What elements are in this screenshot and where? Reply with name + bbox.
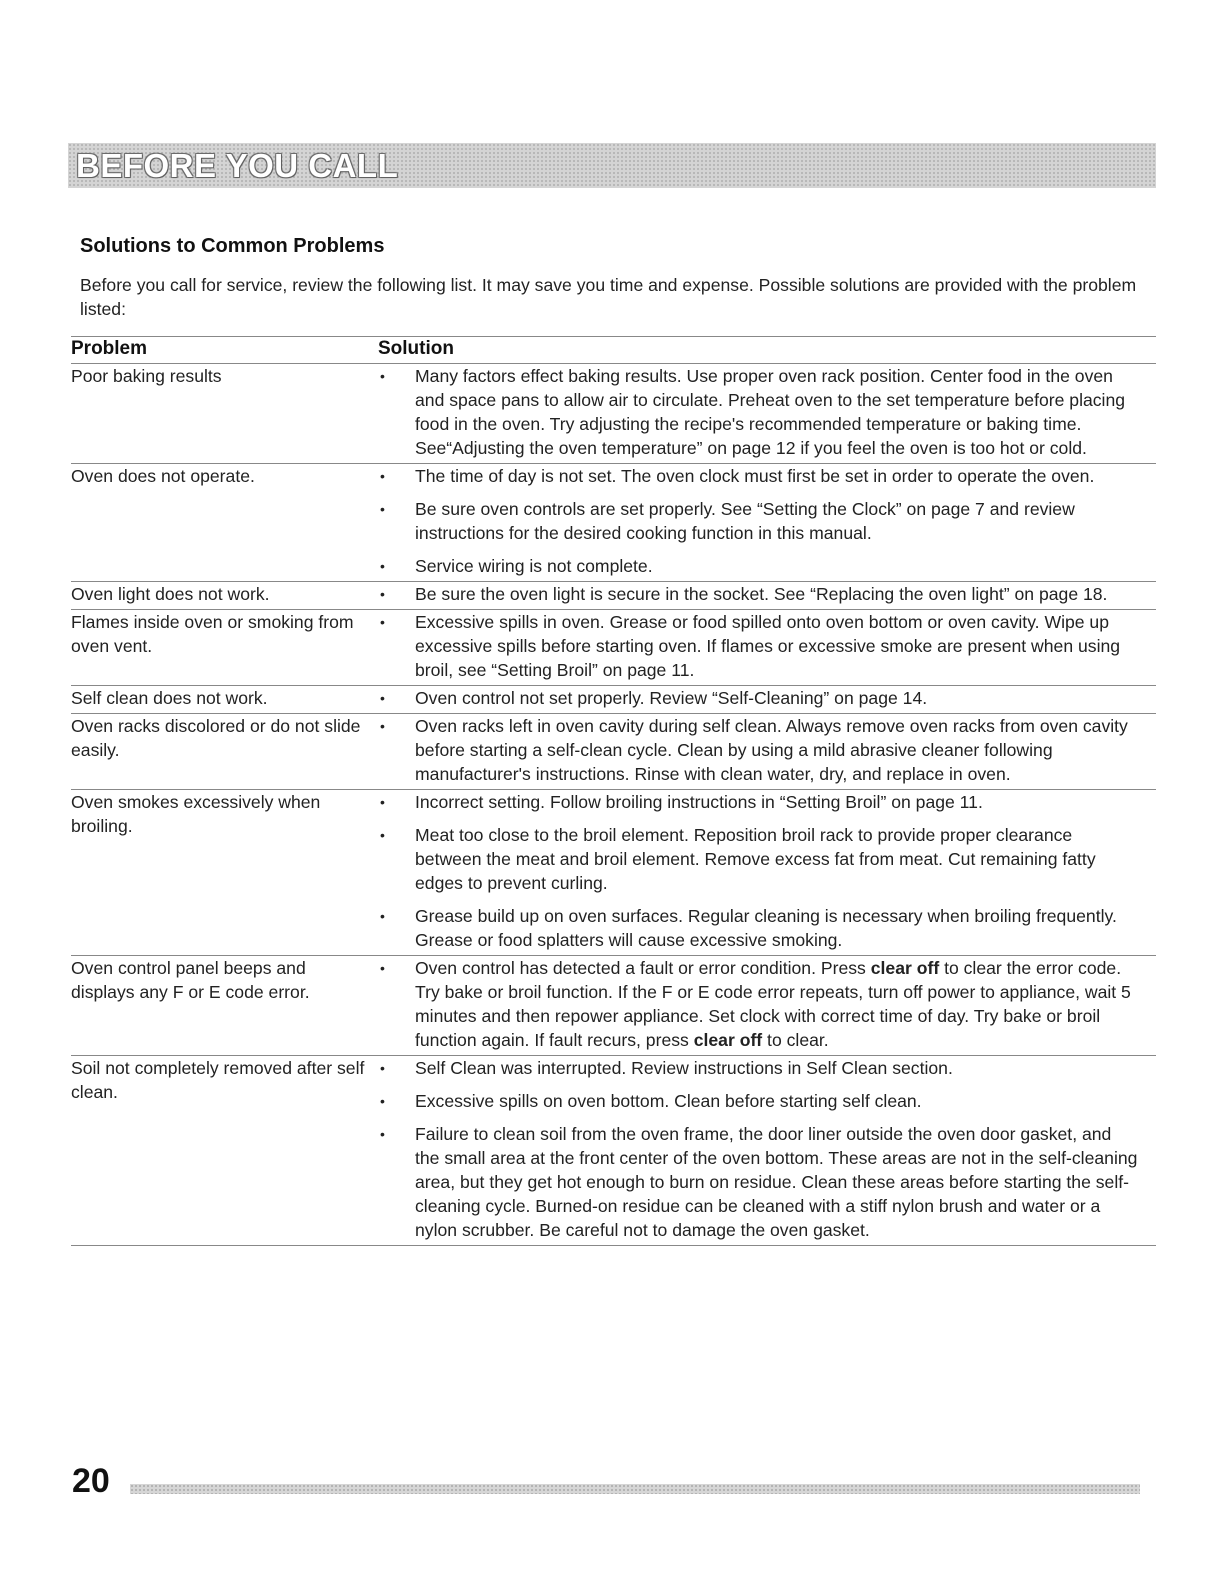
- problem-cell: Flames inside oven or smoking from oven vent.: [71, 610, 378, 686]
- solution-cell: [378, 582, 1156, 610]
- footer-bar: [130, 1484, 1140, 1494]
- solution-item: • The time of day is not set. The oven clock must first be set in order to operate the oven.: [378, 464, 1156, 488]
- solution-text-part: to clear.: [762, 1030, 829, 1050]
- section-title: Solutions to Common Problems: [80, 235, 385, 257]
- solution-item: [378, 956, 1156, 1052]
- solution-column-header: Solution: [378, 337, 1156, 364]
- table-row: [71, 790, 1156, 956]
- problem-column-header: Problem: [71, 337, 378, 364]
- solution-item: • Service wiring is not complete.: [378, 554, 1156, 578]
- solution-item: • Failure to clean soil from the oven frame, the door liner outside the oven door gasket, and the small area at the front center of the oven bottom. These areas are not in the self-cleaning area, but they get hot enough to burn on residue. Clean these areas before starting the self-cleaning cycle. Burned-on residue can be cleaned with a stiff nylon brush and water or a nylon scrubber. Be careful not to damage the oven gasket.: [378, 1122, 1156, 1242]
- solution-list: [378, 714, 1156, 786]
- solution-item: • Excessive spills on oven bottom. Clean before starting self clean.: [378, 1089, 1156, 1113]
- problem-cell: Oven does not operate.: [71, 464, 378, 582]
- solution-cell: [378, 464, 1156, 582]
- solution-item: • Incorrect setting. Follow broiling instructions in “Setting Broil” on page 11.: [378, 790, 1156, 814]
- header-banner: [68, 143, 1156, 188]
- solution-list: [378, 582, 1156, 606]
- solution-cell: [378, 790, 1156, 956]
- problem-cell: Oven control panel beeps and displays any F or E code error.: [71, 956, 378, 1056]
- solution-cell: [378, 1056, 1156, 1246]
- table-row: [71, 956, 1156, 1056]
- solution-item: • Oven control not set properly. Review “Self-Cleaning” on page 14.: [378, 686, 1156, 710]
- intro-paragraph: Before you call for service, review the following list. It may save you time and expense. Possible solutions are provided with the problem listed:: [80, 275, 1137, 319]
- table-row: [71, 610, 1156, 686]
- solution-list: [378, 364, 1156, 460]
- keyword-text: clear off: [870, 958, 940, 978]
- problems-table: [71, 336, 1156, 1246]
- solution-item: • Oven racks left in oven cavity during self clean. Always remove oven racks from oven cavity before starting a self-clean cycle. Clean by using a mild abrasive cleaner following manufacturer's instructions. Rinse with clean water, dry, and replace in oven.: [378, 714, 1156, 786]
- solution-list: [378, 956, 1156, 1052]
- solution-item: • Meat too close to the broil element. Reposition broil rack to provide proper clearance between the meat and broil element. Remove excess fat from meat. Cut remaining fatty edges to prevent curling.: [378, 823, 1156, 895]
- problem-cell: Oven smokes excessively when broiling.: [71, 790, 378, 956]
- table-row: [71, 714, 1156, 790]
- solution-cell: [378, 956, 1156, 1056]
- table-row: [71, 364, 1156, 464]
- solution-item: • Be sure the oven light is secure in the socket. See “Replacing the oven light” on page 18.: [378, 582, 1156, 606]
- solution-list: [378, 1056, 1156, 1242]
- page-number: 20: [72, 1462, 110, 1500]
- solution-cell: [378, 714, 1156, 790]
- solution-list: [378, 790, 1156, 952]
- table-row: [71, 1056, 1156, 1246]
- solution-item: • Excessive spills in oven. Grease or food spilled onto oven bottom or oven cavity. Wipe up excessive spills before starting oven. If flames or excessive smoke are present when using broil, see “Setting Broil” on page 11.: [378, 610, 1156, 682]
- problem-cell: Oven light does not work.: [71, 582, 378, 610]
- solution-list: [378, 686, 1156, 710]
- page-header-title: BEFORE YOU CALL: [76, 147, 399, 184]
- solution-item: • Many factors effect baking results. Use proper oven rack position. Center food in the oven and space pans to allow air to circulate. Preheat oven to the set temperature before placing food in the oven. Try adjusting the recipe's recommended temperature or baking time. See“Adjusting the oven temperature” on page 12 if you feel the oven is too hot or cold.: [378, 364, 1156, 460]
- solution-list: [378, 610, 1156, 682]
- solution-text-part: Oven control has detected a fault or error condition. Press: [415, 958, 871, 978]
- table-row: [71, 464, 1156, 582]
- solution-item: • Self Clean was interrupted. Review instructions in Self Clean section.: [378, 1056, 1156, 1080]
- solution-list: [378, 464, 1156, 578]
- keyword-text: clear off: [693, 1030, 763, 1050]
- problem-cell: Self clean does not work.: [71, 686, 378, 714]
- table-body: [71, 364, 1156, 1246]
- table-row: [71, 582, 1156, 610]
- solution-cell: [378, 686, 1156, 714]
- problem-cell: Soil not completely removed after self clean.: [71, 1056, 378, 1246]
- solution-item: • Be sure oven controls are set properly. See “Setting the Clock” on page 7 and review instructions for the desired cooking function in this manual.: [378, 497, 1156, 545]
- problem-cell: Poor baking results: [71, 364, 378, 464]
- table-row: [71, 686, 1156, 714]
- solution-item: • Grease build up on oven surfaces. Regular cleaning is necessary when broiling frequently. Grease or food splatters will cause excessive smoking.: [378, 904, 1156, 952]
- problem-cell: Oven racks discolored or do not slide easily.: [71, 714, 378, 790]
- table-header-row: [71, 337, 1156, 364]
- solution-cell: [378, 610, 1156, 686]
- solution-cell: [378, 364, 1156, 464]
- solution-text-part: to clear the error code. Try bake or broil function. If the F or E code error repeats, turn off power to appliance, wait 5 minutes and then repower appliance. Set clock with correct time of day. Try bake or broil function again. If fault recurs, press: [415, 958, 1131, 1050]
